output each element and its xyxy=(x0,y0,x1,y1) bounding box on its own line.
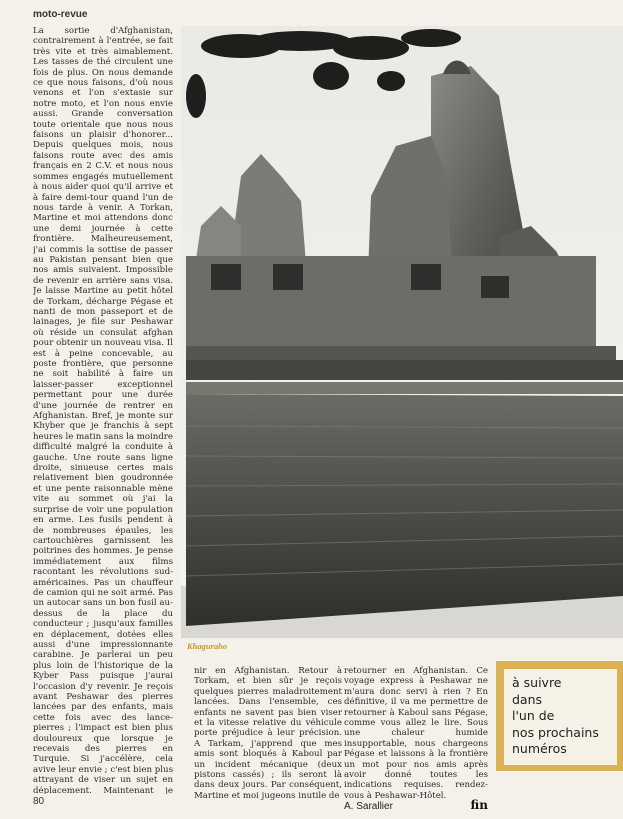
article-column-3: retourner en Afghanistan. Ce voyage express à Peshawar ne m'aura donc servi à rien ? En définitive, il va me permettre de retourner à Kaboul sans Pégase, comme vous allez le lire. Sous une chaleur humide insupportable, nous chargeons Pégase et laissons à la frontière un mot pour nos amis après avoir donné toutes les indications requises. rendez-vous à Peshawar-Hôtel. xyxy=(344,666,488,801)
promo-line: à suivre xyxy=(512,675,562,690)
promo-line: numéros xyxy=(512,741,567,756)
temple-illustration xyxy=(181,26,623,638)
page-number: 80 xyxy=(33,796,45,807)
promo-line: l'un de xyxy=(512,708,555,723)
promo-line: nos prochains xyxy=(512,724,599,740)
article-column-2: nir en Afghanistan. Retour à Torkam, et bien sûr je reçois quelques pierres maladroitement lancées. Dans l'ensemble, ces enfants ne savent pas bien viser et la vitesse relative du véhicule porte préjudice à leur précision. A Tarkam, j'apprend que mes amis sont bloqués à Kaboul par un incident mécanique (deux pistons cassés) ; ils seront là dans deux jours. Par conséquent, Martine et moi jugeons inutile de xyxy=(194,666,342,801)
promo-line: dans xyxy=(512,691,543,707)
continued-promo-box xyxy=(496,661,623,771)
magazine-header: moto-revue xyxy=(33,9,88,20)
promo-text xyxy=(504,669,617,765)
signature-row xyxy=(344,798,488,812)
author-signature: A. Sarallier xyxy=(344,801,393,812)
end-mark: fin xyxy=(470,798,488,812)
temple-photo xyxy=(181,26,623,638)
article-left-column: La sortie d'Afghanistan, contrairement à l'entrée, se fait très vite et très aimablement. Les tasses de thé circulent une fois de plus. On nous demande ce que nous faisons, d'où nous venons et l'on s'extasie sur notre moto, et l'on nous envie aussi. Grande conversation toute orientale que nous nous faisons un plaisir d'honorer... Depuis quelques mois, nous faisons route avec des amis français en 2 C.V. et nous nous sommes engagés mutuellement à nous aider quoi qu'il arrive et à faire demi-tour quand l'un de nous tarde à venir. A Torkan, Martine et moi attendons donc une demi journée à cette frontière. Malheureusement, j'ai commis la sottise de passer au Pakistan pensant bien que nos amis suivaient. Impossible de revenir en arrière sans visa. Je laisse Martine au petit hôtel de Torkam, décharge Pégase et nanti de mon passeport et de lainages, je file sur Peshawar où réside un consulat afghan pour obtenir un nouveau visa. Il est à peine concevable, au poste frontière, que personne ne soit habilité à faire un laisser-passer exceptionnel permettant pour une durée d'une journée de rentrer en Afghanistan. Bref, je monte sur Khyber que je franchis à sept heures le matin sans la moindre difficulté malgré la conduite à gauche. Une route sans ligne droite, sinueuse certes mais relativement bien goudronnée et une pente raisonnable mène vite au sommet où j'ai la surprise de voir une population en arme. Les fusils pendent à de nombreuses épaules, les cartouchières garnissent les poitrines des hommes. Je pense immédiatement aux films racontant les révolutions sud-américaines. Pas un chauffeur de camion qui ne soit armé. Pas un autocar sans un bon fusil au-dessus de la place du conducteur ; jusqu'aux familles en déplacement, dotées elles aussi d'une impressionnante carabine. Je parlerai un peu plus loin de l'historique de la Kyber Pass puisque j'aurai l'occasion d'y revenir. Je reçois avant Peshawar des pierres lancées par des enfants, mais cette fois avec des lance-pierres ; l'impact est bien plus douloureux que lorsque je recevais des pierres en Turquie. Si j'accélère, cela avive leur envie ; c'est bien plus attrayant de viser un sujet en déplacement. Maintenant je xyxy=(33,26,173,794)
photo-caption: Khaguraho xyxy=(187,641,228,651)
